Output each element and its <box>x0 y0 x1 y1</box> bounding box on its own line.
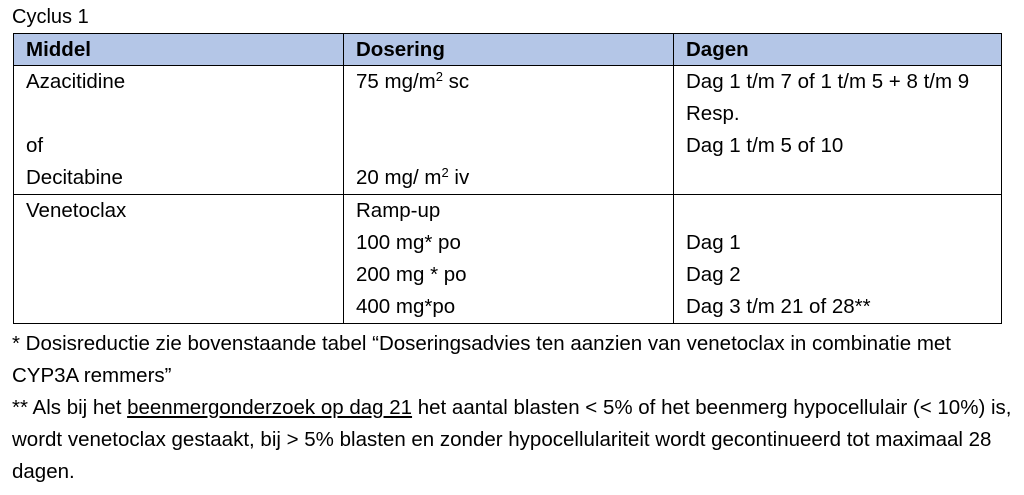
dosering-dec-exponent: 2 <box>441 165 449 180</box>
footnotes <box>12 328 1012 488</box>
dagen-dag3: Dag 3 t/m 21 of 28** <box>686 295 871 318</box>
dagen-dag1: Dag 1 <box>686 231 741 254</box>
footnote-bone-marrow <box>12 392 1012 488</box>
cell-middel-venetoclax <box>14 195 344 324</box>
cell-dagen-venetoclax <box>674 195 1002 324</box>
dosering-100mg: 100 mg* po <box>356 231 461 254</box>
dosering-azacitidine <box>356 66 673 98</box>
footnote-bm-link[interactable]: beenmergonderzoek op dag 21 <box>127 396 413 419</box>
middel-of: of <box>26 134 44 157</box>
cell-middel <box>14 66 344 195</box>
middel-decitabine: Decitabine <box>26 166 123 189</box>
middel-azacitidine: Azacitidine <box>26 70 126 93</box>
dosering-aza-exponent: 2 <box>435 69 443 84</box>
dosering-blank-2 <box>356 130 673 162</box>
regimen-table <box>13 33 1002 324</box>
dosering-ramp-up: Ramp-up <box>356 199 441 222</box>
dagen-dag2: Dag 2 <box>686 263 741 286</box>
dosering-blank-1 <box>356 98 673 130</box>
dosering-200mg: 200 mg * po <box>356 263 467 286</box>
dosering-400mg: 400 mg*po <box>356 295 456 318</box>
header-dosering: Dosering <box>344 34 674 66</box>
dosering-dec-route: iv <box>448 166 470 189</box>
dagen-resp: Resp. <box>686 102 740 125</box>
dosering-aza-value: 75 mg/m <box>356 70 436 93</box>
table-caption: Cyclus 1 <box>12 6 89 28</box>
dagen-azacitidine: Dag 1 t/m 7 of 1 t/m 5 + 8 t/m 9 <box>686 70 970 93</box>
dosering-aza-route: sc <box>442 70 470 93</box>
header-middel: Middel <box>14 34 344 66</box>
footnote-dose-reduction: * Dosisreductie zie bovenstaande tabel “Doseringsadvies ten aanzien van venetoclax in combinatie met CYP3A remmers” <box>12 332 951 387</box>
cell-dosering-venetoclax <box>344 195 674 324</box>
middel-venetoclax: Venetoclax <box>26 199 127 222</box>
dosering-decitabine <box>356 162 673 194</box>
header-dagen: Dagen <box>674 34 1002 66</box>
dosering-dec-value: 20 mg/ m <box>356 166 442 189</box>
footnote-bm-intro: ** Als bij het <box>12 396 128 419</box>
cell-dagen <box>674 66 1002 195</box>
dagen-decitabine: Dag 1 t/m 5 of 10 <box>686 134 844 157</box>
table-row-venetoclax <box>14 195 1002 324</box>
middel-spacer <box>26 98 343 130</box>
footnote-bm-rest: het aantal blasten < 5% of het beenmerg hypocellulair (< 10%) is, wordt venetoclax gestaakt, bij > 5% blasten en zonder hypocellulariteit wordt gecontinueerd tot maximaal 28 dagen. <box>12 396 1012 483</box>
table-row-hypomethylating <box>14 66 1002 195</box>
table-header-row <box>14 34 1002 66</box>
dagen-blank <box>686 195 1001 227</box>
cell-dosering <box>344 66 674 195</box>
